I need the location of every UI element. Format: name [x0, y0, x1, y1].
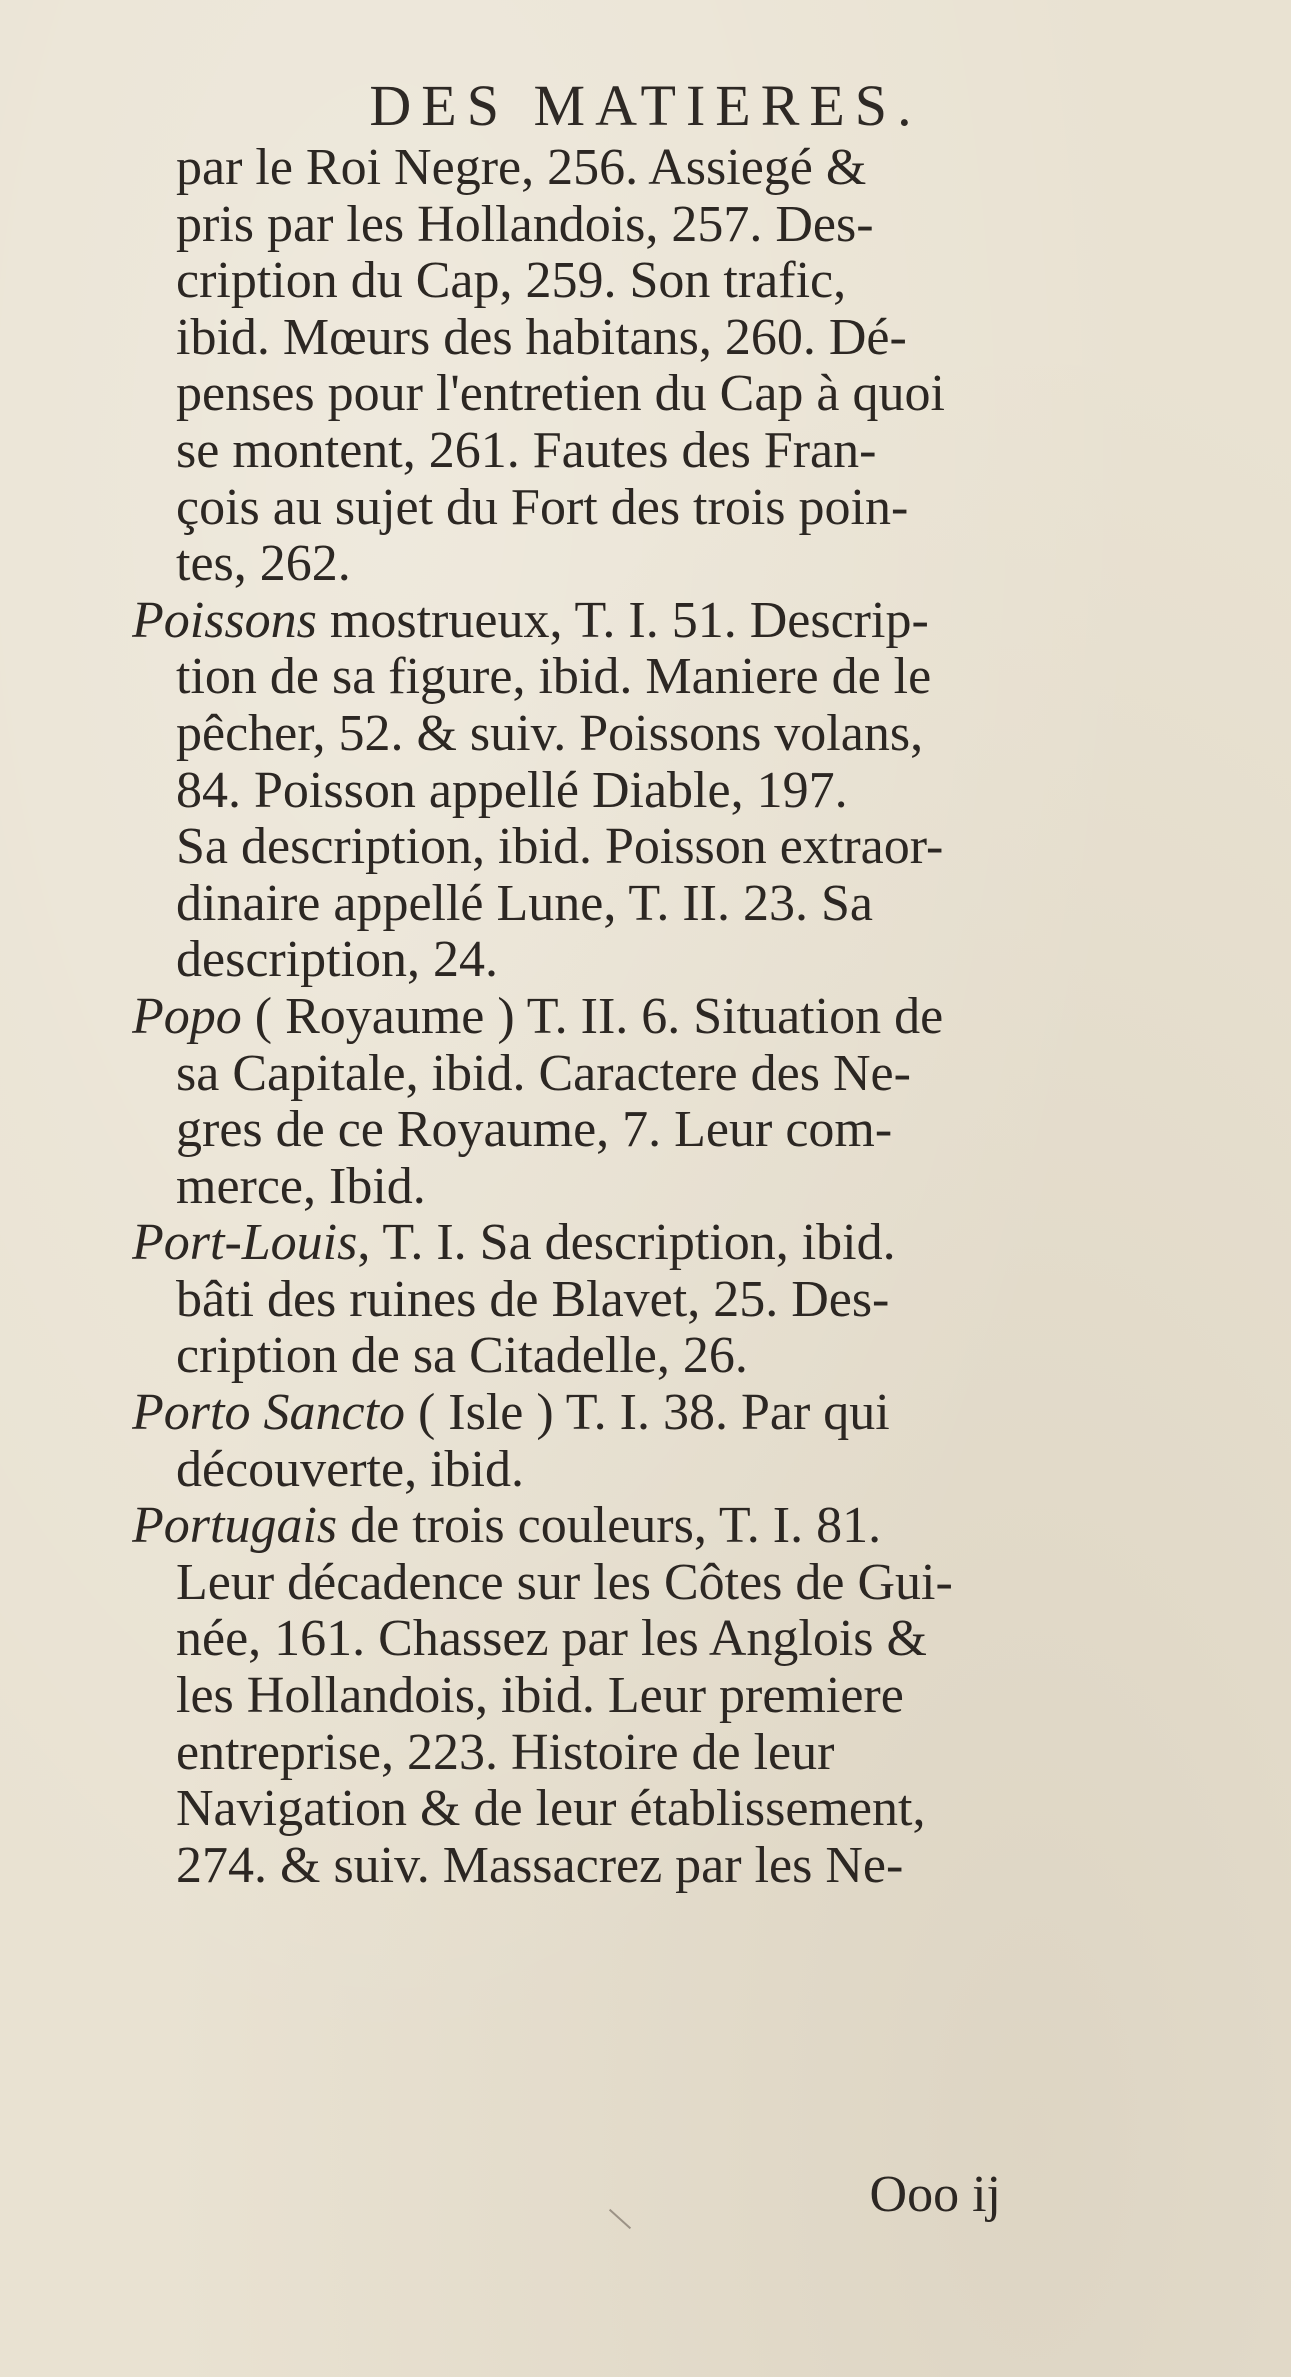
index-line: description, 24.: [176, 932, 499, 989]
index-line: née, 161. Chassez par les Anglois &: [176, 1611, 927, 1668]
index-line: Sa description, ibid. Poisson extraor-: [176, 819, 944, 876]
entry-text: de trois couleurs, T. I. 81.: [337, 1498, 882, 1555]
index-entry-first-line: [132, 1215, 1132, 1272]
index-line: Navigation & de leur établissement,: [176, 1781, 926, 1838]
index-line: penses pour l'entretien du Cap à quoi: [176, 366, 945, 423]
index-line: tion de sa figure, ibid. Maniere de le: [176, 649, 932, 706]
entry-text: ( Isle ) T. I. 38. Par qui: [404, 1385, 890, 1442]
index-line: cription de sa Citadelle, 26.: [176, 1328, 748, 1385]
index-line: merce, Ibid.: [176, 1158, 426, 1215]
entry-headword: Porto Sancto: [132, 1385, 405, 1442]
index-line: entreprise, 223. Histoire de leur: [176, 1724, 835, 1781]
index-entry-poissons: [132, 593, 1132, 989]
index-entry-porto-sancto: [132, 1385, 1132, 1498]
index-line: pris par les Hollandois, 257. Des-: [176, 196, 874, 253]
index-entry-first-line: [132, 1498, 1132, 1555]
index-entry-portugais: [132, 1498, 1132, 1894]
index-line: gres de ce Royaume, 7. Leur com-: [176, 1102, 893, 1159]
entry-headword: Port-Louis: [132, 1215, 358, 1272]
index-line: Leur décadence sur les Côtes de Gui-: [176, 1554, 953, 1611]
index-entry-popo: [132, 989, 1132, 1215]
index-line: par le Roi Negre, 256. Assiegé &: [176, 140, 867, 196]
index-text: [132, 140, 1132, 1894]
catchword: Ooo ij: [869, 2166, 1001, 2223]
index-line: sa Capitale, ibid. Caractere des Ne-: [176, 1045, 911, 1102]
index-line: 84. Poisson appellé Diable, 197.: [176, 762, 848, 819]
entry-headword: Poissons: [132, 592, 317, 649]
index-line: tes, 262.: [176, 536, 351, 593]
index-line: pêcher, 52. & suiv. Poissons volans,: [176, 705, 924, 762]
index-line: cription du Cap, 259. Son trafic,: [176, 253, 847, 310]
index-line: çois au sujet du Fort des trois poin-: [176, 479, 909, 536]
index-entry-first-line: [132, 1385, 1132, 1442]
index-line: dinaire appellé Lune, T. II. 23. Sa: [176, 875, 873, 932]
entry-text: ( Royaume ) T. II. 6. Situation de: [241, 988, 944, 1045]
index-line: se montent, 261. Fautes des Fran-: [176, 422, 877, 479]
index-line: bâti des ruines de Blavet, 25. Des-: [176, 1271, 890, 1328]
entry-text: mostrueux, T. I. 51. Descrip-: [316, 592, 929, 649]
index-line: les Hollandois, ibid. Leur premiere: [176, 1668, 904, 1725]
index-entry-port-louis: [132, 1215, 1132, 1385]
index-entry-continuation: [132, 140, 1132, 593]
index-line: découverte, ibid.: [176, 1441, 524, 1498]
entry-text: , T. I. Sa description, ibid.: [357, 1215, 896, 1272]
index-line: ibid. Mœurs des habitans, 260. Dé-: [176, 309, 907, 366]
index-line: 274. & suiv. Massacrez par les Ne-: [176, 1837, 904, 1894]
index-entry-first-line: [132, 989, 1132, 1046]
entry-headword: Portugais: [132, 1498, 338, 1555]
entry-headword: Popo: [132, 988, 242, 1045]
running-head: DES MATIERES.: [369, 73, 922, 138]
index-entry-first-line: [132, 593, 1132, 650]
